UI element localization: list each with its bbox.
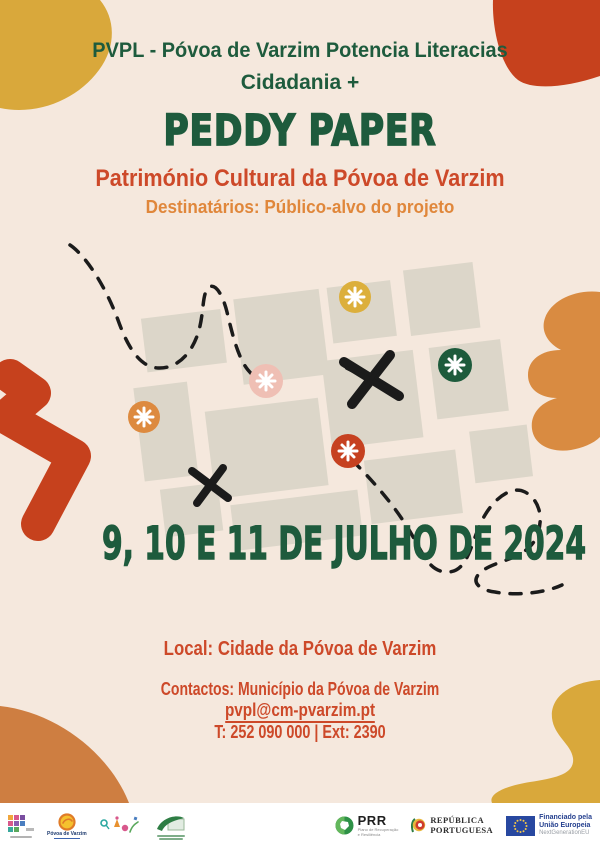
footer-right-logos: [335, 814, 592, 839]
playful-shapes-icon: [100, 814, 140, 838]
eu-funding-line2: União Europeia: [539, 822, 591, 830]
eu-funding-logo: [506, 814, 592, 839]
povoa-logo-label: Póvoa de Varzim: [47, 830, 87, 837]
blob-bottom-left: [0, 706, 129, 803]
audience-line: Destinatários: Público-alvo do projeto: [145, 197, 455, 217]
prr-title: PRR: [357, 813, 387, 829]
prr-subtitle-line1: Plano de Recuperação: [357, 827, 399, 833]
contact-email-wrap: [45, 701, 555, 719]
poster-subtitle: Património Cultural da Póvoa de Varzim: [95, 165, 505, 192]
republica-line2: PORTUGUESA: [430, 824, 494, 835]
header-line1: PVPL - Póvoa de Varzim Potencia Literacias: [92, 39, 508, 62]
header-line2: Cidadania +: [240, 71, 360, 94]
republica-portuguesa-logo: [411, 816, 493, 836]
footer-logo-bar: [0, 803, 600, 849]
footer-left-logos: [8, 812, 189, 840]
blob-right-flower: [528, 292, 600, 451]
grid-logo-caption-bar: [10, 836, 32, 838]
prr-icon: [335, 816, 354, 835]
map-blocks: [123, 258, 538, 561]
playful-shapes-logo: [100, 814, 140, 838]
literacias-logo: [153, 812, 189, 840]
contacts-line: Contactos: Município da Póvoa de Varzim: [160, 679, 440, 699]
blob-left-zigzag: [6, 376, 74, 524]
prr-logo: [335, 814, 399, 837]
poster-title: PEDDY PAPER: [163, 106, 437, 156]
contact-email-link[interactable]: pvpl@cm-pvarzim.pt: [225, 700, 375, 723]
partner-grid-logo: [8, 815, 34, 838]
event-date: 9, 10 E 11 DE JULHO DE 2024: [101, 517, 587, 570]
eu-funding-line1: Financiado pela: [539, 813, 592, 821]
portugal-emblem-icon: [411, 816, 426, 836]
eu-funding-line3: NextGenerationEU: [539, 830, 590, 837]
povoa-logo-underline: [54, 838, 80, 839]
eu-flag-icon: [506, 816, 535, 836]
contact-phone: T: 252 090 000 | Ext: 2390: [214, 722, 386, 742]
literacias-caption-bar2: [159, 838, 183, 840]
prr-subtitle-line2: e Resiliência: [357, 832, 381, 838]
republica-line1: REPÚBLICA: [430, 815, 485, 826]
literacias-caption-bar1: [157, 835, 185, 837]
povoa-de-varzim-logo: [47, 813, 87, 840]
location-line: Local: Cidade da Póvoa de Varzim: [163, 638, 437, 660]
povoa-sun-icon: [58, 813, 76, 831]
grid-logo-icon: [8, 815, 34, 835]
blob-bottom-right: [491, 680, 600, 803]
literacias-leaf-icon: [153, 812, 189, 834]
